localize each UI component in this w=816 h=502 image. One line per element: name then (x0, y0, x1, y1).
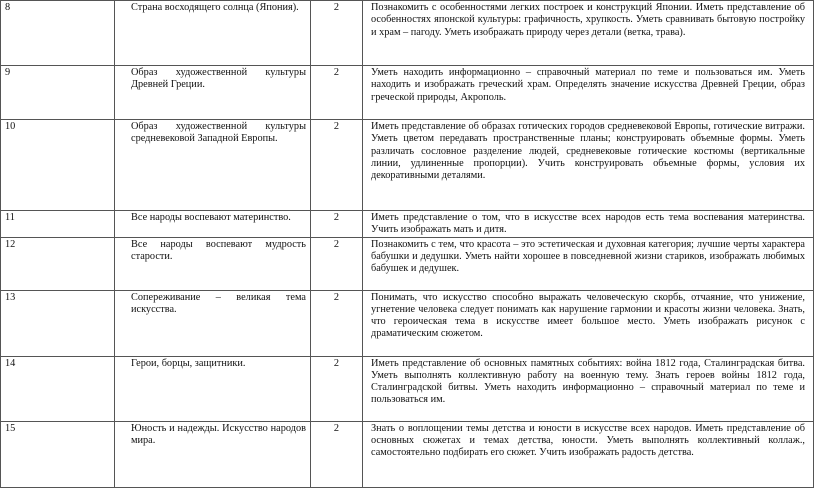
lesson-topic: Образ художественной культуры средневековой Западной Европы. (115, 120, 311, 211)
table-row (1, 66, 814, 120)
table-row (1, 356, 814, 421)
lesson-topic: Страна восходящего солнца (Япония). (115, 1, 311, 66)
lesson-hours: 2 (311, 421, 363, 487)
lesson-content: Уметь находить информационно – справочный материал по теме и пользоваться им. Уметь находить и изображать греческий храм. Определять значение искусства Древней Греции, образ греческой природы, Акрополь. (363, 66, 814, 120)
lesson-number: 12 (1, 237, 115, 290)
lesson-hours: 2 (311, 211, 363, 238)
lesson-hours: 2 (311, 356, 363, 421)
table-row (1, 211, 814, 238)
lesson-number: 15 (1, 421, 115, 487)
table-row (1, 1, 814, 66)
table-row (1, 421, 814, 487)
lesson-number: 14 (1, 356, 115, 421)
lesson-content: Познакомить с тем, что красота – это эстетическая и духовная категория; лучшие черты характера бабушки и дедушки. Уметь найти хорошее в повседневной жизни стариков, изображать любимых бабушек и дедушек. (363, 237, 814, 290)
lesson-number: 11 (1, 211, 115, 238)
lesson-topic: Все народы воспевают материнство. (115, 211, 311, 238)
table-row (1, 290, 814, 356)
lesson-topic: Сопереживание – великая тема искусства. (115, 290, 311, 356)
lesson-content: Иметь представление об основных памятных событиях: война 1812 года, Сталинградская битва. Уметь выполнять коллективную работу на военную тему. Знать героев войны 1812 года, Сталинградской битвы. Уметь находить информационно – справочный материал по теме и пользоваться им. (363, 356, 814, 421)
lesson-hours: 2 (311, 120, 363, 211)
lesson-number: 13 (1, 290, 115, 356)
lesson-number: 10 (1, 120, 115, 211)
lesson-topic: Герои, борцы, защитники. (115, 356, 311, 421)
lesson-hours: 2 (311, 237, 363, 290)
lesson-hours: 2 (311, 290, 363, 356)
lesson-content: Знать о воплощении темы детства и юности в искусстве всех народов. Иметь представление об основных сюжетах и темах детства, юности. Уметь выполнять коллективный коллаж., самостоятельно подбирать его сюжет. Учить изображать радость детства. (363, 421, 814, 487)
lesson-content: Иметь представление о том, что в искусстве всех народов есть тема воспевания материнства. Учить изображать мать и дитя. (363, 211, 814, 238)
lesson-topic: Образ художественной культуры Древней Греции. (115, 66, 311, 120)
lesson-hours: 2 (311, 1, 363, 66)
table-row (1, 120, 814, 211)
lesson-number: 9 (1, 66, 115, 120)
lesson-content: Понимать, что искусство способно выражать человеческую скорбь, отчаяние, что унижение, угнетение человека следует понимать как нарушение гармонии и красоты жизни человека. Знать, что героическая тема в искусстве имеет большое место. Уметь изображать рисунок с драматическим сюжетом. (363, 290, 814, 356)
lesson-content: Познакомить с особенностями легких построек и конструкций Японии. Иметь представление об особенностях японской культуры: графичность, хрупкость. Уметь сравнивать бытовую постройку и храм – пагоду. Уметь изображать природу через детали (ветка, трава). (363, 1, 814, 66)
lesson-topic: Все народы воспевают мудрость старости. (115, 237, 311, 290)
lesson-content: Иметь представление об образах готических городов средневековой Европы, готические витражи. Уметь цветом передавать пространственные планы; конструировать объемные формы. Уметь различать сословное разделение людей, средневековые готические костюмы (вертикальные линии, удлиненные пропорции). Учить конструировать объемные формы, условия их декоративными деталями. (363, 120, 814, 211)
table-row (1, 237, 814, 290)
lesson-hours: 2 (311, 66, 363, 120)
lesson-topic: Юность и надежды. Искусство народов мира. (115, 421, 311, 487)
lesson-number: 8 (1, 1, 115, 66)
